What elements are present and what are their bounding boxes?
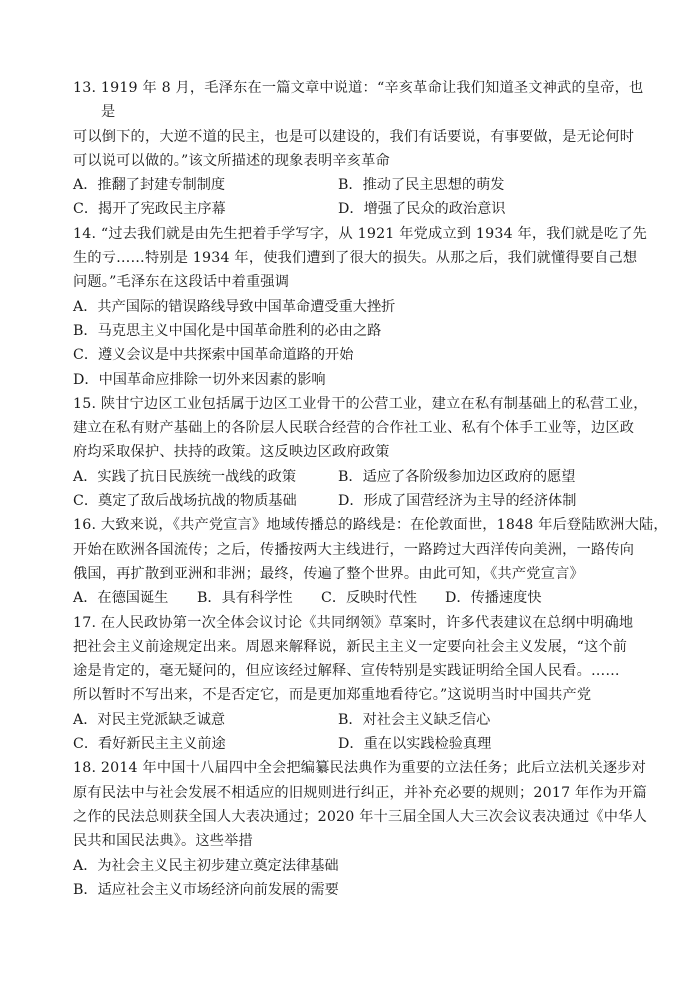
option-a[interactable]: A．对民主党派缺乏诚意 <box>73 711 226 728</box>
question-16 <box>73 513 668 610</box>
question-text-line: 俄国，再扩散到亚洲和非洲；最终，传遍了整个世界。由此可知，《共产党宣言》 <box>73 565 584 582</box>
option-row <box>73 732 633 756</box>
option-d[interactable]: D．增强了民众的政治意识 <box>338 201 506 218</box>
question-text-line: 可以说可以做的。”该文所描述的现象表明辛亥革命 <box>73 152 390 169</box>
question-text-line: 建立在私有财产基础上的各阶层人民联合经营的合作社工业、私有个体手工业等，边区政 <box>73 420 635 437</box>
question-text-line: 生的亏……特别是 1934 年，使我们遭到了很大的损失。从那之后，我们就懂得要自己想 <box>73 250 638 267</box>
option-row <box>73 708 633 732</box>
option-c[interactable]: C．看好新民主主义前途 <box>73 736 226 753</box>
question-text-line: 民共和国民法典》。这些举措 <box>73 833 253 850</box>
question-text-line: 是 <box>101 104 116 121</box>
question-text-line: 之作的民法总则获全国人大表决通过；2020 年十三届全国人大三次会议表决通过《中华人 <box>73 808 647 825</box>
option-row <box>73 489 633 513</box>
question-text-line: 可以倒下的，大逆不道的民主，也是可以建设的，我们有话要说，有事要做，是无论何时 <box>73 128 635 145</box>
option-a[interactable]: A．为社会主义民主初步建立奠定法律基础 <box>73 857 339 874</box>
question-text-line: 13. 1919 年 8 月，毛泽东在一篇文章中说道：“辛亥革命让我们知道圣文神武的皇帝，也 <box>73 80 644 96</box>
option-row <box>73 586 633 610</box>
question-text-line: 14. “过去我们就是由先生把着手学写字，从 1921 年党成立到 1934 年，我们就是吃了先 <box>73 225 647 242</box>
question-text-line: 开始在欧洲各国流传；之后，传播按两大主线进行，一路跨过大西洋传向美洲，一路传向 <box>73 541 635 558</box>
option-row <box>73 173 633 197</box>
option-b[interactable]: B．对社会主义缺乏信心 <box>338 711 491 728</box>
question-text-line: 途是肯定的，毫无疑问的，但应该经过解释、宣传特别是实践证明给全国人民看。…… <box>73 663 620 680</box>
option-d[interactable]: D．重在以实践检验真理 <box>338 736 492 753</box>
question-text-line: 所以暂时不写出来，不是否定它，而是更加郑重地看待它。”这说明当时中国共产党 <box>73 687 592 704</box>
question-text-line: 问题。”毛泽东在这段话中着重强调 <box>73 274 290 291</box>
option-d[interactable]: D．传播速度快 <box>445 590 542 607</box>
option-c[interactable]: C．奠定了敌后战场抗战的物质基础 <box>73 493 297 510</box>
option-c[interactable]: C．反映时代性 <box>321 590 417 607</box>
question-text-line: 把社会主义前途规定出来。周恩来解释说，新民主主义一定要向社会主义发展，“这个前 <box>73 638 628 655</box>
question-15 <box>73 392 648 513</box>
option-d[interactable]: D．中国革命应排除一切外来因素的影响 <box>73 371 326 388</box>
question-13 <box>73 76 644 222</box>
question-text-line: 16. 大致来说，《共产党宣言》地域传播总的路线是：在伦敦面世，1848 年后登陆欧洲大陆， <box>73 517 668 534</box>
question-18 <box>73 756 647 902</box>
exam-page <box>73 76 668 902</box>
option-a[interactable]: A．实践了抗日民族统一战线的政策 <box>73 468 297 485</box>
question-text-line: 15. 陕甘宁边区工业包括属于边区工业骨干的公营工业，建立在私有制基础上的私营工业， <box>73 395 648 412</box>
option-row <box>73 465 633 489</box>
question-text-line: 18. 2014 年中国十八届四中全会把编纂民法典作为重要的立法任务；此后立法机关逐步对 <box>73 760 647 777</box>
option-b[interactable]: B．适应社会主义市场经济向前发展的需要 <box>73 881 339 898</box>
question-text-line: 府均采取保护、扶持的政策。这反映边区政府政策 <box>73 444 390 461</box>
option-b[interactable]: B．适应了各阶级参加边区政府的愿望 <box>338 468 576 485</box>
option-c[interactable]: C．遵义会议是中共探索中国革命道路的开始 <box>73 347 354 364</box>
option-b[interactable]: B．推动了民主思想的萌发 <box>338 177 505 194</box>
question-14 <box>73 222 647 392</box>
option-b[interactable]: B．马克思主义中国化是中国革命胜利的必由之路 <box>73 322 382 339</box>
option-a[interactable]: A．推翻了封建专制制度 <box>73 177 226 194</box>
option-row <box>73 197 633 221</box>
option-b[interactable]: B．具有科学性 <box>197 590 293 607</box>
option-c[interactable]: C．揭开了宪政民主序幕 <box>73 201 226 218</box>
option-a[interactable]: A．共产国际的错误路线导致中国革命遭受重大挫折 <box>73 298 396 315</box>
question-text-line: 原有民法中与社会发展不相适应的旧规则进行纠正，并补充必要的规则；2017 年作为开篇 <box>73 784 647 801</box>
question-text-line: 17. 在人民政协第一次全体会议讨论《共同纲领》草案时，许多代表建议在总纲中明确地 <box>73 614 634 631</box>
question-17 <box>73 611 633 757</box>
option-a[interactable]: A．在德国诞生 <box>73 590 169 607</box>
option-d[interactable]: D．形成了国营经济为主导的经济体制 <box>338 493 577 510</box>
